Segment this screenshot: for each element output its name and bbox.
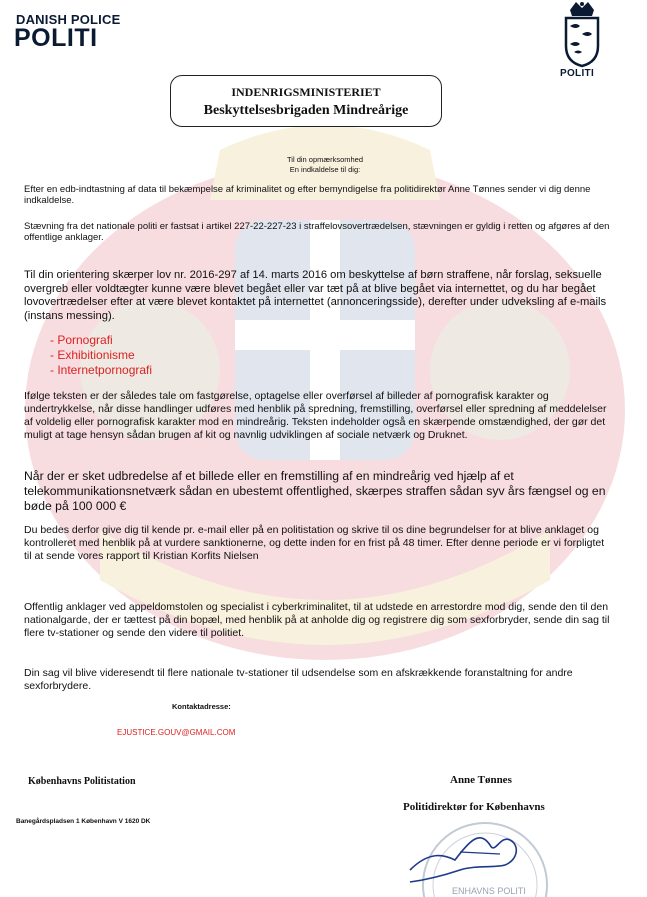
brand-top-text: DANISH POLICE — [16, 12, 121, 27]
paragraph-1: Efter en edb-indtastning af data til bekæmpelse af kriminalitet og efter bemyndigelse fra politidirektør Anne Tønnes sender vi dig denne indkaldelse. — [24, 184, 591, 206]
paragraph-7: Offentlig anklager ved appeldomstolen og specialist i cyberkriminalitet, til at udstede en arrestordre mod dig, sende den til den nationalgarde, der er tættest på din bopæl, med henblik på at anholde dig og registrere dig som sexforbryder, sende din sag til flere tv-stationer og sende den videre til politiet. — [24, 601, 610, 639]
paragraph-5: Når der er sket udbredelse af et billede eller en fremstilling af en mindreårig ved hjælp af et telekommunikationsnetværk sådan en ubestemt offentlighed, skærpes straffen sådan syv års fængsel og en bøde på 100 000 € — [24, 469, 606, 513]
paragraph-4: Ifølge teksten er der således tale om fastgørelse, optagelse eller overførsel af billeder af pornografisk karakter og undertrykkelse, når disse handlinger udføres med henblik på spredning, fremstilling, overførsel eller spredning af meddelelser af voldelig eller pornografisk karakter mod en mindreårig. Teksten indeholder også en skærpende omstændighed, der gør det muligt at tage hensyn sådan brugen af kit og navnlig udviklingen af sociale netværk og Druknet. — [24, 390, 607, 441]
danish-coat-of-arms-icon — [556, 0, 608, 78]
paragraph-3: Til din orientering skærper lov nr. 2016-297 af 14. marts 2016 om beskyttelse af børn straffene, når forslag, seksuelle overgreb eller voldtægter kunne være blevet begået eller var tæt på at blive begået via internettet, og du har begået lovovertrædelser efter at være blevet kontaktet på internettet (annonceringsside), derefter under udveksling af e-mails (instans messing). — [24, 269, 607, 322]
offense-item: - Exhibitionisme — [50, 348, 135, 362]
paragraph-8: Din sag vil blive videresendt til flere nationale tv-stationer til udsendelse som en afskrækkende foranstaltning for andre sexforbrydere. — [24, 667, 573, 692]
signature-stamp — [400, 810, 550, 897]
offense-item: - Internetpornografi — [50, 363, 153, 377]
paragraph-2: Stævning fra det nationale politi er fastsat i artikel 227-22-227-23 i straffelovsovertrædelsen, stævningen er gyldig i retten og afgøres af den offentlige anklager. — [24, 221, 610, 243]
signatory-name: Anne Tønnes — [450, 774, 512, 786]
notice-line-1: Til din opmærksomhed — [287, 155, 363, 164]
title-box — [170, 75, 442, 127]
contact-label: Kontaktadresse: — [172, 702, 231, 711]
contact-email: EJUSTICE.GOUV@GMAIL.COM — [117, 728, 236, 737]
brigade-title: Beskyttelsesbrigaden Mindreårige — [203, 103, 409, 118]
offense-list — [50, 333, 152, 378]
offense-item: - Pornografi — [50, 333, 113, 347]
signatory-title: Politidirektør for Københavns — [403, 801, 545, 813]
crest-label: POLITI — [560, 68, 595, 79]
svg-text:ENHAVNS POLITI: ENHAVNS POLITI — [452, 886, 526, 896]
ministry-title: INDENRIGSMINISTERIET — [231, 85, 381, 99]
station-name: Københavns Politistation — [28, 776, 136, 787]
notice-line-2: En indkaldelse til dig: — [289, 165, 361, 174]
brand-logo-text: POLITI — [14, 24, 98, 52]
paragraph-6: Du bedes derfor give dig til kende pr. e-mail eller på en politistation og skrive til os dine begrundelser for at blive anklaget og kontrolleret med henblik på at vurdere sanktionerne, og dette inden for en frist på 48 timer. Efter denne periode er vi forpligtet til at sende vores rapport til Kristian Korfits Nielsen — [24, 524, 605, 562]
station-address: Banegårdspladsen 1 København V 1620 DK — [16, 818, 151, 825]
